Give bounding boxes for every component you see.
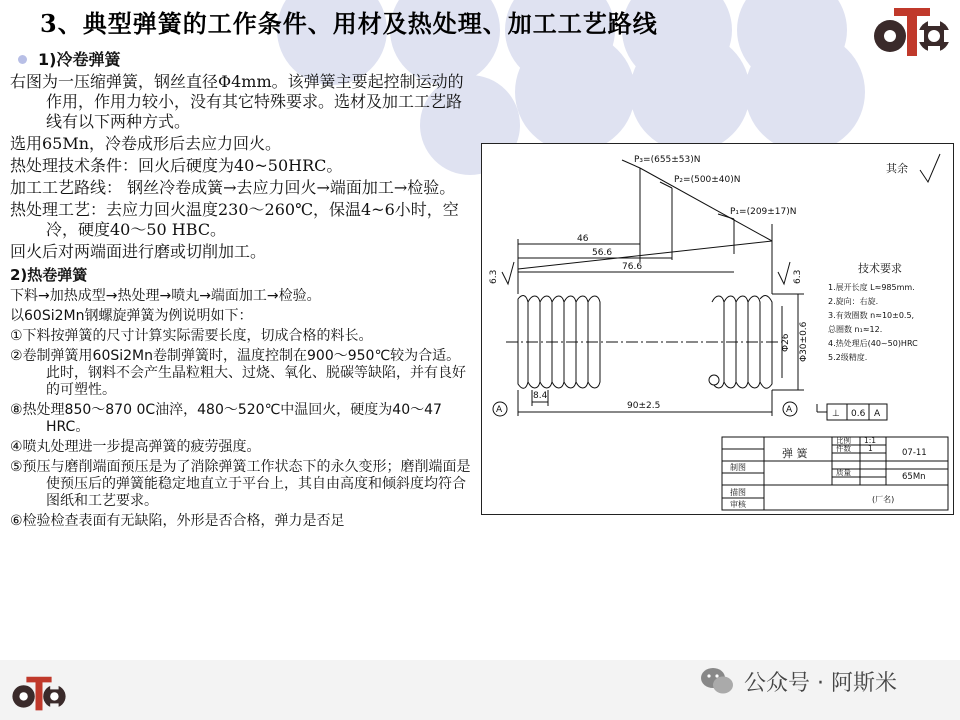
company-logo [872, 4, 952, 64]
section2-step: ⑤预压与磨削端面预压是为了消除弹簧工作状态下的永久变形；磨削端面是使预压后的弹簧能稳定地直立于平台上，其自由高度和倾斜度均符合图纸和工艺要求。 [10, 459, 471, 509]
section1-paragraph: 热处理工艺：去应力回火温度230～260℃，保温4~6小时，空冷，硬度40～50 HBC。 [10, 200, 459, 239]
company-logo-bottom [6, 674, 72, 716]
tech-item: 2.旋向：右旋. [828, 297, 879, 306]
titleblock-part-name: 弹 簧 [782, 447, 808, 460]
dim-pitch: 8.4 [533, 391, 548, 401]
section2-step: ④喷丸处理进一步提高弹簧的疲劳强度。 [10, 439, 261, 455]
titleblock-company: (厂名) [872, 495, 895, 504]
roughness-right: 6.3 [793, 269, 803, 284]
watermark-text: 公众号 · 阿斯米 [744, 670, 897, 696]
section2-step: ①下料按弹簧的尺寸计算实际需要长度，切成合格的料长。 [10, 328, 373, 344]
section1-heading-text: 1)冷卷弹簧 [38, 50, 121, 69]
spring-drawing-svg [482, 144, 953, 514]
dim-46: 46 [577, 234, 589, 244]
section2-step: ⑥检验检查表面有无缺陷，外形是否合格，弹力是否足 [10, 513, 345, 529]
section2-step: ⑧热处理850～870 0C油淬，480～520℃中温回火，硬度为40～47 HRC。 [10, 402, 442, 435]
tech-item: 4.热处理后(40~50)HRC [828, 339, 918, 348]
dim-inner-diameter: Φ26 [781, 333, 791, 352]
section1-paragraph: 热处理技术条件：回火后硬度为40~50HRC。 [10, 156, 343, 175]
roughness-other: 其余 [886, 162, 908, 175]
section2-heading: 2)热卷弹簧 [10, 266, 88, 284]
section1-heading [10, 48, 472, 72]
section2-paragraph: 以60Si2Mn钢螺旋弹簧为例说明如下： [10, 308, 253, 324]
titleblock-scale-value: 1:1 [864, 436, 877, 445]
titleblock-checked-label: 审核 [730, 500, 746, 509]
tech-item: 1.展开长度 L≈985mm. [828, 283, 915, 292]
tolerance-datum: A [874, 409, 881, 419]
dim-free-length: 90±2.5 [627, 401, 661, 411]
tech-item: 5.2级精度. [828, 353, 868, 362]
tech-item: 总圈数 n₁≈12. [828, 325, 883, 334]
datum-a-right: A [786, 405, 793, 415]
titleblock-traced-label: 描图 [730, 488, 746, 497]
tolerance-value: 0.6 [851, 409, 866, 419]
text-column [10, 48, 472, 533]
dim-56-6: 56.6 [592, 248, 613, 258]
section2-paragraph: 下料→加热成型→热处理→喷丸→端面加工→检验。 [10, 288, 321, 304]
titleblock-material: 65Mn [902, 472, 926, 482]
tolerance-symbol: ⊥ [832, 409, 840, 419]
datum-a-left: A [496, 405, 503, 415]
roughness-left: 6.3 [489, 269, 499, 284]
tech-requirements-title: 技术要求 [858, 262, 902, 275]
section1-paragraph: 右图为一压缩弹簧，钢丝直径Φ4mm。该弹簧主要起控制运动的作用，作用力较小，没有其它特殊要求。选材及加工工艺路线有以下两种方式。 [10, 72, 464, 131]
titleblock-drawn-label: 制图 [730, 463, 746, 472]
page-title: 3、典型弹簧的工作条件、用材及热处理、加工工艺路线 [40, 9, 658, 38]
bullet-icon [18, 55, 27, 64]
wechat-icon [700, 666, 734, 696]
load-p3: P₃=(655±53)N [634, 155, 701, 165]
load-p2: P₂=(500±40)N [674, 175, 741, 185]
dim-76-6: 76.6 [622, 262, 643, 272]
section2-step: ②卷制弹簧用60Si2Mn卷制弹簧时，温度控制在900～950℃较为合适。此时，钢料不会产生晶粒粗大、过烧、氧化、脱碳等缺陷，并有良好的可塑性。 [10, 348, 466, 398]
section1-paragraph: 选用65Mn，冷卷成形后去应力回火。 [10, 134, 282, 153]
load-p1: P₁=(209±17)N [730, 207, 797, 217]
titleblock-qty-value: 1 [868, 444, 873, 453]
spring-engineering-drawing [481, 143, 954, 515]
watermark [700, 664, 897, 698]
section1-paragraph: 回火后对两端面进行磨或切削加工。 [10, 242, 267, 261]
titleblock-scale-label: 比例 [836, 436, 851, 445]
dim-outer-diameter: Φ30±0.6 [799, 321, 809, 362]
titleblock-drawing-number: 07-11 [902, 448, 927, 458]
tech-item: 3.有效圈数 n≈10±0.5, [828, 311, 915, 320]
section1-paragraph: 加工工艺路线： 钢丝冷卷成簧→去应力回火→端面加工→检验。 [10, 178, 456, 197]
titleblock-qty-label: 件数 [836, 444, 851, 453]
titleblock-weight-label: 质量 [836, 468, 851, 477]
